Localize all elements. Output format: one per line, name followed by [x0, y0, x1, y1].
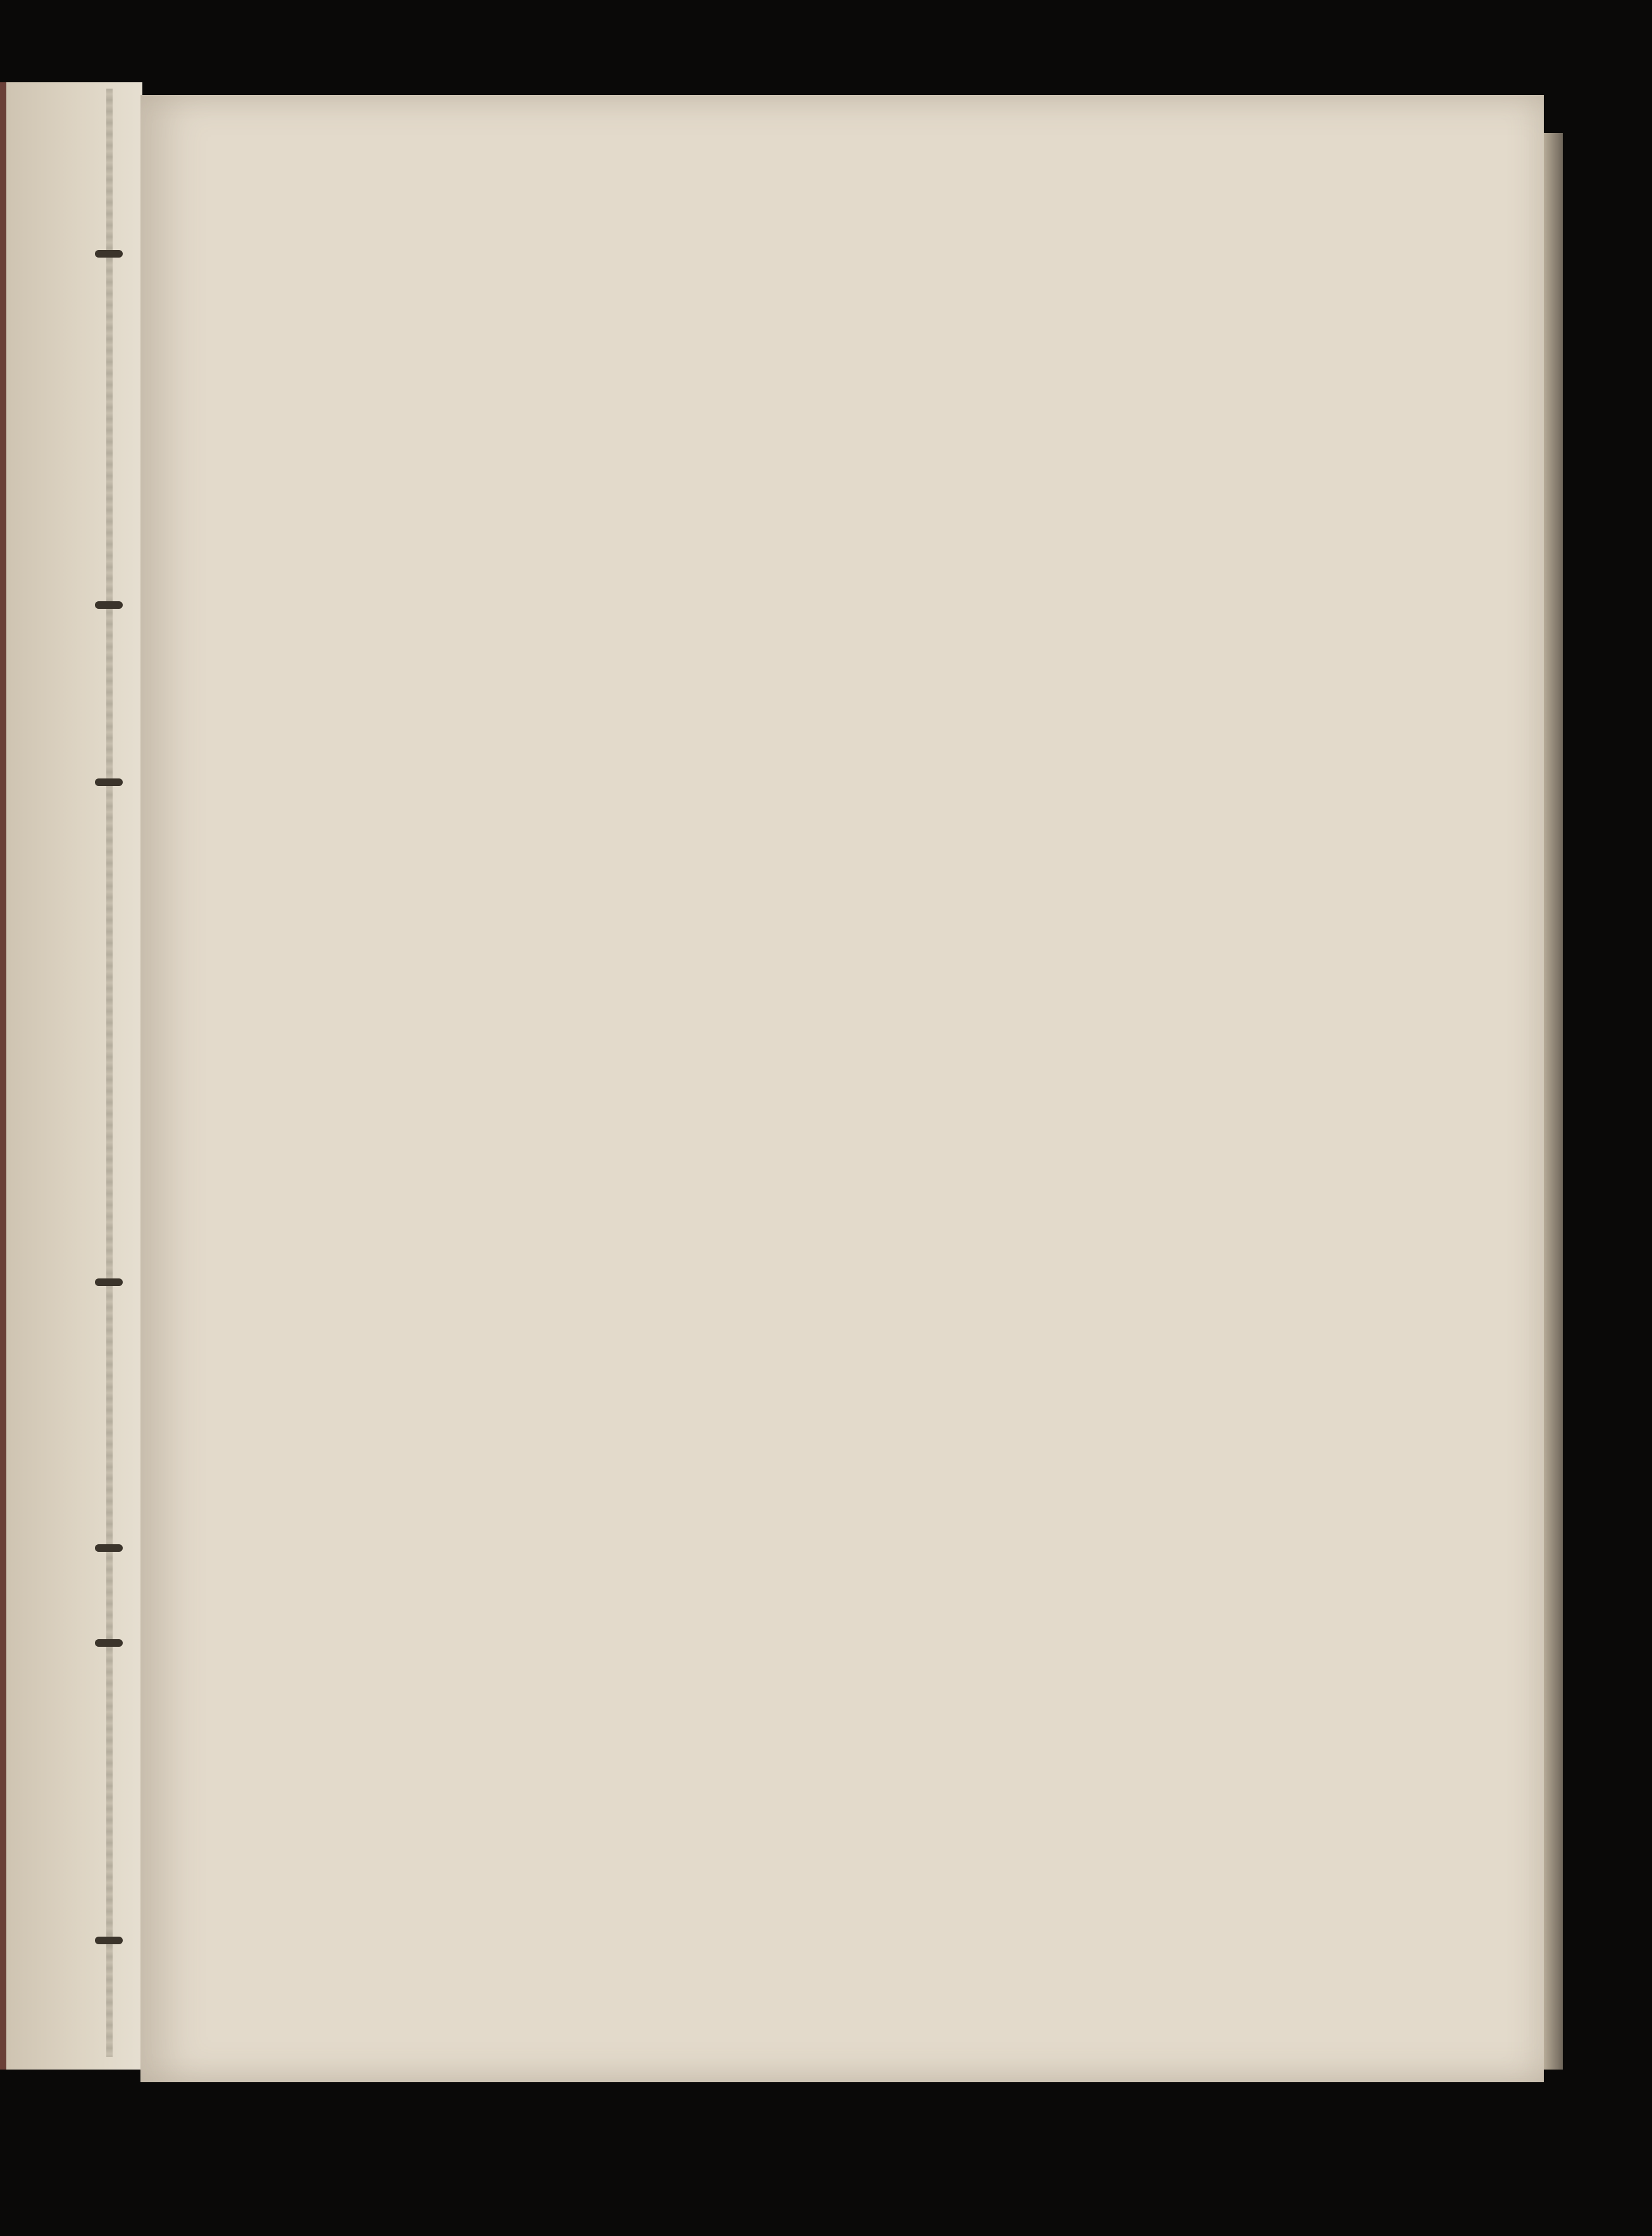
left-page-edge — [0, 82, 142, 2070]
book-page — [140, 95, 1544, 2082]
stitch-mark — [95, 778, 123, 786]
binding-thread — [106, 89, 113, 2057]
stitch-mark — [95, 1278, 123, 1286]
page-right-edge — [1544, 133, 1563, 2070]
cover-spine — [0, 82, 6, 2070]
stitch-mark — [95, 1544, 123, 1552]
stitch-mark — [95, 1639, 123, 1647]
stitch-mark — [95, 601, 123, 609]
stitch-mark — [95, 1937, 123, 1944]
stitch-mark — [95, 250, 123, 258]
